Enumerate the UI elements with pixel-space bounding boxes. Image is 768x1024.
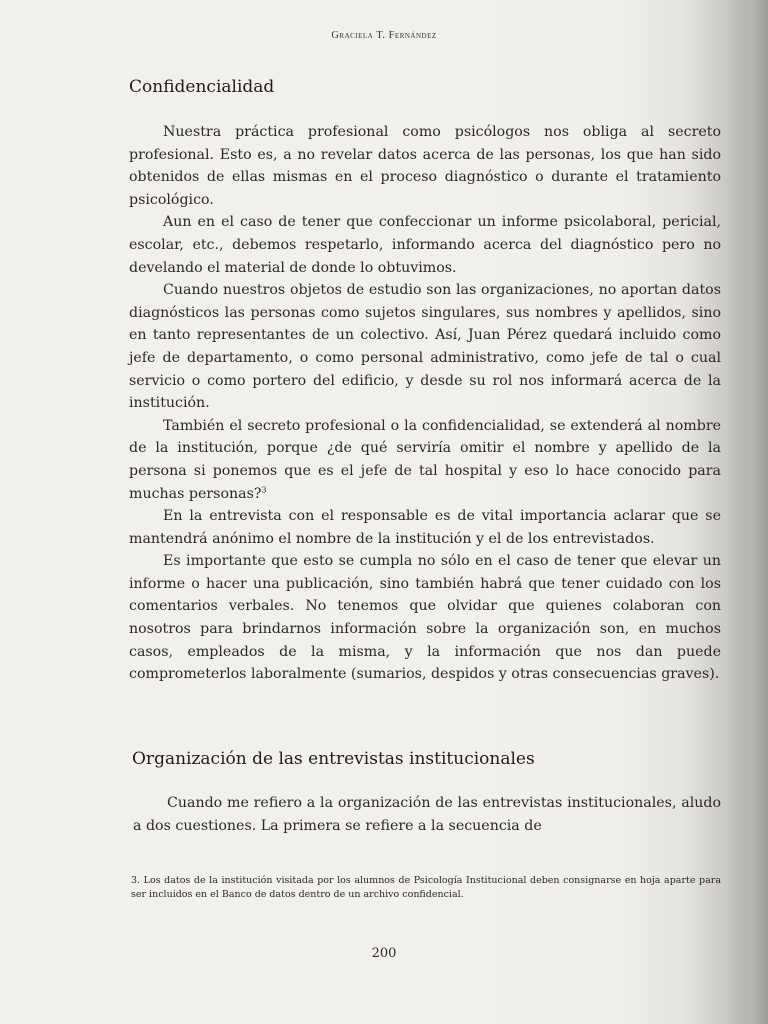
paragraph: En la entrevista con el responsable es de vital importancia aclarar que se mantendrá anónimo el nombre de la institución y el de los entrevistados. [129,508,721,547]
section-body-organizacion [133,792,721,837]
paragraph: Es importante que esto se cumpla no sólo en el caso de tener que elevar un informe o hacer una publicación, sino también habrá que tener cuidado con los comentarios verbales. No tenemos que olvidar que quienes colaboran con nosotros para brindarnos información sobre la organización son, en muchos casos, empleados de la misma, y la información que nos dan puede comprometerlos laboralmente (sumarios, despidos y otras consecuencias graves). [129,553,721,683]
paragraph-with-footnote-ref [129,415,721,505]
paragraph: Cuando me refiero a la organización de las entrevistas institucionales, aludo a dos cuestiones. La primera se refiere a la secuencia de [133,795,721,834]
paragraph: Cuando nuestros objetos de estudio son las organizaciones, no aportan datos diagnósticos las personas como sujetos singulares, sus nombres y apellidos, sino en tanto representantes de un colectivo. Así, Juan Pérez quedará incluido como jefe de departamento, o como personal administrativo, como jefe de tal o cual servicio o como portero del edificio, y desde su rol nos informará acerca de la institución. [129,282,721,412]
page-edge-shadow [728,0,768,1024]
running-head: Graciela T. Fernández [331,30,437,41]
section-body-confidencialidad [129,121,721,686]
paragraph: Nuestra práctica profesional como psicólogos nos obliga al secreto profesional. Esto es, a no revelar datos acerca de las personas, los que han sido obtenidos de ellas mismas en el proceso diagnóstico o durante el tratamiento psicológico. [129,124,721,208]
paragraph: Aun en el caso de tener que confeccionar un informe psicolaboral, pericial, escolar, etc., debemos respetarlo, informando acerca del diagnóstico pero no develando el material de donde lo obtuvimos. [129,214,721,276]
footnote-reference: 3 [261,484,267,494]
footnote: 3. Los datos de la institución visitada por los alumnos de Psicología Institucional deben consignarse en hoja aparte para ser incluidos en el Banco de datos dentro de un archivo confidencial. [131,875,721,900]
page-number: 200 [371,946,397,961]
section-heading-confidencialidad: Confidencialidad [129,77,275,97]
paragraph-text: También el secreto profesional o la confidencialidad, se extenderá al nombre de la institución, porque ¿de qué serviría omitir el nombre y apellido de la persona si ponemos que es el jefe de tal hospital y eso lo hace conocido para muchas personas? [129,417,721,502]
section-heading-organizacion: Organización de las entrevistas institucionales [132,749,535,769]
